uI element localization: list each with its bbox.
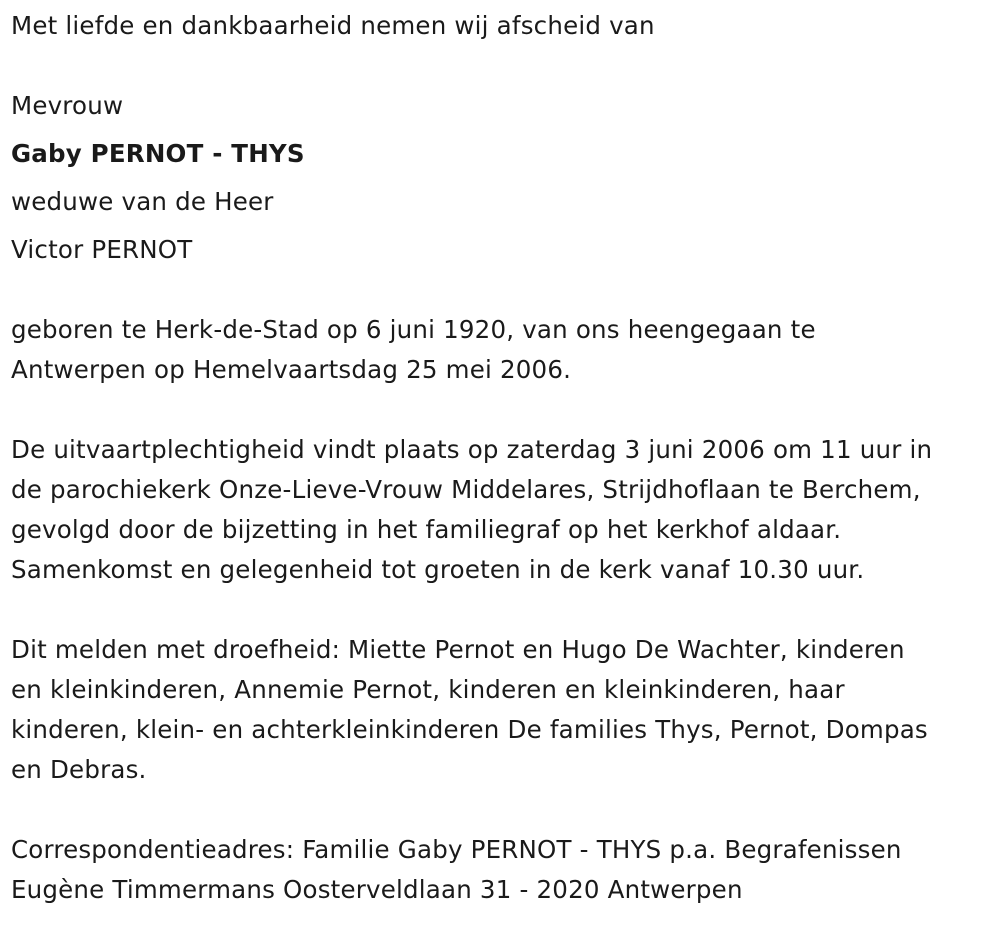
birth-line: Antwerpen op Hemelvaartsdag 25 mei 2006. [11, 355, 572, 384]
birth-paragraph [11, 310, 991, 390]
funeral-line: Samenkomst en gelegenheid tot groeten in de kerk vanaf 10.30 uur. [11, 555, 865, 584]
funeral-line: De uitvaartplechtigheid vindt plaats op zaterdag 3 juni 2006 om 11 uur in [11, 435, 933, 464]
spouse-name: Victor PERNOT [11, 235, 193, 264]
family-line: kinderen, klein- en achterkleinkinderen De families Thys, Pernot, Dompas [11, 715, 928, 744]
address-line: Eugène Timmermans Oosterveldlaan 31 - 2020 Antwerpen [11, 875, 743, 904]
family-line: en Debras. [11, 755, 147, 784]
family-line: en kleinkinderen, Annemie Pernot, kinderen en kleinkinderen, haar [11, 675, 845, 704]
deceased-name: Gaby PERNOT - THYS [11, 139, 305, 168]
title-text: Mevrouw [11, 91, 124, 120]
birth-line: geboren te Herk-de-Stad op 6 juni 1920, van ons heengegaan te [11, 315, 816, 344]
funeral-line: de parochiekerk Onze-Lieve-Vrouw Middelares, Strijdhoflaan te Berchem, [11, 475, 921, 504]
funeral-paragraph [11, 430, 991, 590]
address-line: Correspondentieadres: Familie Gaby PERNOT - THYS p.a. Begrafenissen [11, 835, 902, 864]
family-paragraph [11, 630, 991, 790]
relation-text: weduwe van de Heer [11, 187, 274, 216]
family-line: Dit melden met droefheid: Miette Pernot en Hugo De Wachter, kinderen [11, 635, 905, 664]
intro-text: Met liefde en dankbaarheid nemen wij afscheid van [11, 11, 655, 40]
death-notice [11, 6, 991, 910]
address-paragraph [11, 830, 991, 910]
funeral-line: gevolgd door de bijzetting in het familiegraf op het kerkhof aldaar. [11, 515, 842, 544]
